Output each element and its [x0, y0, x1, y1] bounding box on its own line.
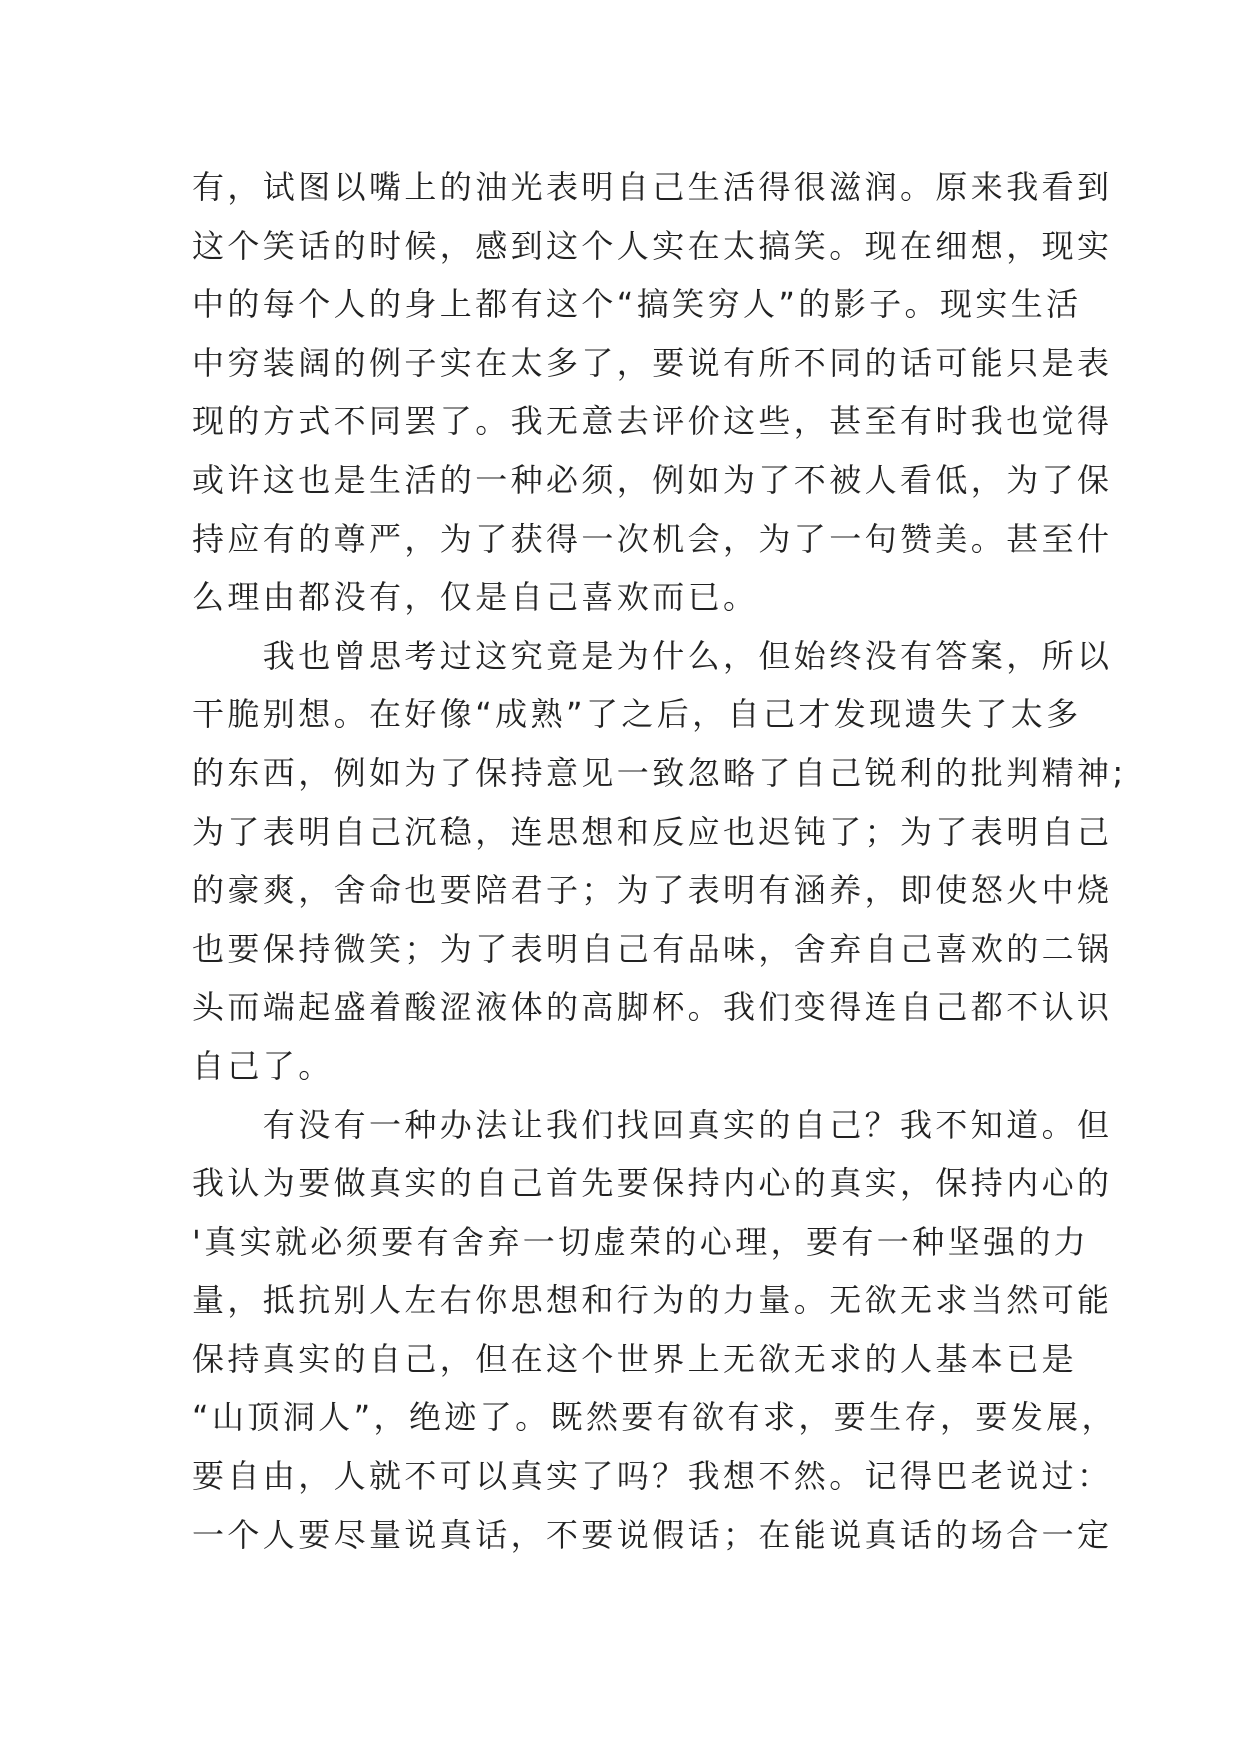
- body-text: [192, 158, 1127, 1564]
- text-line-2: 这个笑话的时候，感到这个人实在太搞笑。现在细想，现实: [192, 226, 1113, 265]
- text-line-1: 有，试图以嘴上的油光表明自己生活得很滋润。原来我看到: [192, 168, 1113, 206]
- text-line-6: 或许这也是生活的一种必须，例如为了不被人看低，为了保: [192, 460, 1113, 499]
- text-line-5: 现的方式不同罢了。我无意去评价这些，甚至有时我也觉得: [192, 402, 1113, 441]
- text-line-8: 么理由都没有，仅是自己喜欢而已。: [192, 578, 759, 617]
- text-line-11: 的东西，例如为了保持意见一致忽略了自己锐利的批判精神;: [192, 753, 1127, 792]
- text-line-19: '真实就必须要有舍弃一切虚荣的心理，要有一种坚强的力: [192, 1222, 1090, 1261]
- text-line-20: 量，抵抗别人左右你思想和行为的力量。无欲无求当然可能: [192, 1281, 1113, 1320]
- text-line-14: 也要保持微笑；为了表明自己有品味，舍弃自己喜欢的二锅: [192, 929, 1113, 968]
- text-line-3: 中的每个人的身上都有这个“搞笑穷人”的影子。现实生活: [192, 285, 1082, 324]
- text-line-23: 要自由，人就不可以真实了吗？我想不然。记得巴老说过：: [192, 1457, 1113, 1496]
- text-line-15: 头而端起盛着酸涩液体的高脚杯。我们变得连自己都不认识: [192, 988, 1113, 1027]
- text-line-16: 自己了。: [192, 1046, 334, 1085]
- text-line-13: 的豪爽，舍命也要陪君子；为了表明有涵养，即使怒火中烧: [192, 871, 1113, 910]
- text-line-21: 保持真实的自己，但在这个世界上无欲无求的人基本已是: [192, 1339, 1078, 1378]
- text-line-10: 干脆别想。在好像“成熟”了之后，自己才发现遗失了太多: [192, 695, 1082, 734]
- text-line-17: 有没有一种办法让我们找回真实的自己？我不知道。但: [192, 1105, 1113, 1144]
- text-line-7: 持应有的尊严，为了获得一次机会，为了一句赞美。甚至什: [192, 519, 1113, 558]
- text-line-18: 我认为要做真实的自己首先要保持内心的真实，保持内心的: [192, 1164, 1113, 1203]
- text-line-22: “山顶洞人”，绝迹了。既然要有欲有求，要生存，要发展，: [192, 1398, 1117, 1437]
- text-line-12: 为了表明自己沉稳，连思想和反应也迟钝了；为了表明自己: [192, 812, 1113, 851]
- text-line-24: 一个人要尽量说真话，不要说假话；在能说真话的场合一定: [192, 1515, 1113, 1554]
- text-line-4: 中穷装阔的例子实在太多了，要说有所不同的话可能只是表: [192, 343, 1113, 382]
- text-line-9: 我也曾思考过这究竟是为什么，但始终没有答案，所以: [192, 636, 1113, 675]
